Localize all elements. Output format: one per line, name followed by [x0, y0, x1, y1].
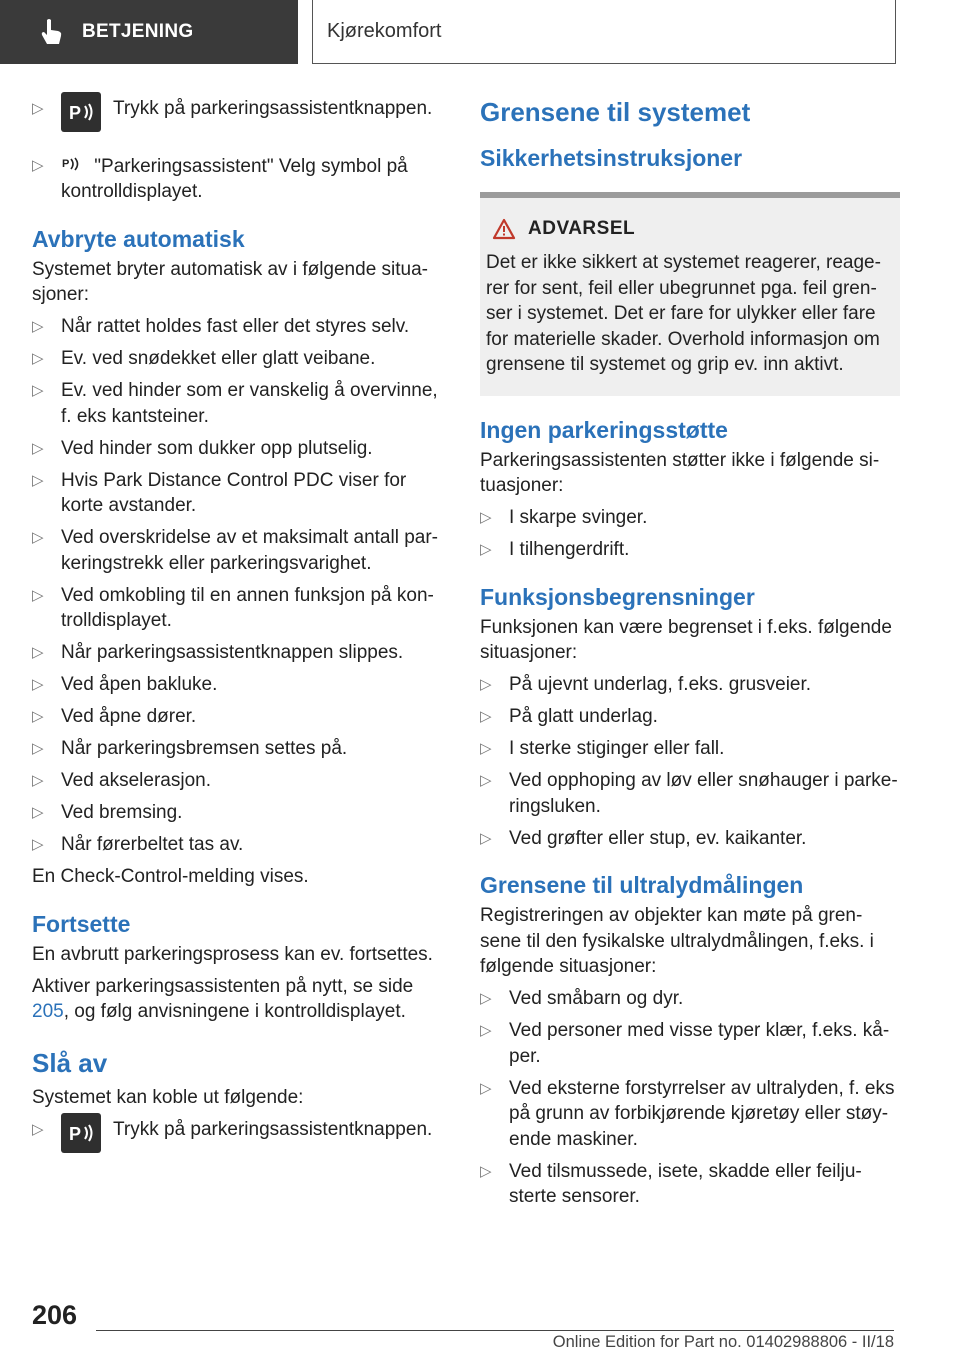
triangle-bullet-icon: ▷	[32, 1120, 44, 1138]
triangle-bullet-icon: ▷	[480, 1079, 492, 1097]
list-item	[32, 525, 450, 576]
paragraph: En Check-Control-melding vises.	[32, 866, 309, 887]
triangle-bullet-icon: ▷	[480, 541, 492, 558]
list-item	[480, 826, 900, 852]
list-item-text: Ved overskridelse av et maksimalt antall par-keringstrekk eller parkeringsvarighet.	[61, 527, 438, 574]
right-column	[480, 96, 900, 1216]
parking-assistant-button-icon	[61, 92, 101, 132]
heading-function-limits: Funksjonsbegrensninger	[480, 583, 755, 610]
function-limits-list	[480, 672, 900, 851]
section-tab	[0, 0, 298, 64]
paragraph: Funksjonen kan være begrenset i f.eks. følgende situasjoner:	[480, 616, 892, 663]
paragraph: Aktiver parkeringsassistenten på nytt, se side 205, og følg anvisningene i kontrolldisplayet.	[32, 975, 414, 1022]
chapter-tab	[312, 0, 896, 64]
list-item	[32, 640, 450, 666]
heading-system-limits: Grensene til systemet	[480, 97, 751, 127]
heading-off: Slå av	[32, 1047, 108, 1078]
list-item	[32, 96, 450, 146]
triangle-bullet-icon: ▷	[32, 439, 44, 457]
list-item	[480, 704, 900, 730]
warning-body: Det er ikke sikkert at systemet reagerer, reage-rer for sent, feil eller ubegrunnet pga. feil gren-ser i systemet. Det er fare for ulykker eller fare for materielle skader. Overhold informasjon om grensene til systemet og grip ev. inn aktivt.	[486, 252, 881, 375]
heading-ultrasound: Grensene til ultralydmålingen	[480, 872, 804, 898]
list-item-text: Ved eksterne forstyrrelser av ultralyden, f. eks på grunn av forbikjørende kjøretøy eller støy-ende maskiner.	[509, 1077, 895, 1150]
triangle-bullet-icon: ▷	[32, 708, 44, 725]
svg-text:P: P	[69, 1123, 82, 1144]
list-item-text: Trykk på parkeringsassistentknappen.	[113, 1118, 433, 1140]
list-item-text: I sterke stiginger eller fall.	[509, 738, 725, 759]
paragraph: Registreringen av objekter kan møte på gren-sene til den fysikalske ultralydmålingen, f.eks. i følgende situasjoner:	[480, 905, 874, 977]
no-support-list	[480, 505, 900, 563]
list-item	[480, 1018, 900, 1069]
ultrasound-list	[480, 986, 900, 1210]
triangle-bullet-icon: ▷	[480, 1022, 492, 1039]
list-item	[32, 583, 450, 634]
triangle-bullet-icon: ▷	[32, 804, 44, 821]
triangle-bullet-icon: ▷	[32, 676, 44, 693]
list-item-text: Når parkeringsbremsen settes på.	[61, 738, 348, 759]
list-item-text: Ved grøfter eller stup, ev. kaikanter.	[509, 827, 807, 849]
triangle-bullet-icon: ▷	[32, 644, 44, 661]
hand-pointer-icon	[38, 18, 64, 46]
list-item-text: Ev. ved snødekket eller glatt veibane.	[61, 348, 376, 369]
list-item-text: På glatt underlag.	[509, 706, 658, 727]
list-item	[32, 672, 450, 698]
triangle-bullet-icon: ▷	[32, 772, 44, 789]
list-item-text: Trykk på parkeringsassistentknappen.	[113, 98, 433, 119]
page-link[interactable]: 205	[32, 1001, 64, 1022]
list-item	[480, 1076, 900, 1153]
triangle-bullet-icon: ▷	[32, 471, 44, 489]
list-item-text: Når rattet holdes fast eller det styres selv.	[61, 316, 410, 337]
list-item	[32, 800, 450, 826]
triangle-bullet-icon: ▷	[480, 740, 492, 757]
triangle-bullet-icon: ▷	[480, 772, 492, 789]
list-item-text: Når førerbeltet tas av.	[61, 834, 244, 855]
svg-text:P: P	[62, 157, 70, 170]
chapter-label: Kjørekomfort	[327, 20, 442, 42]
list-item	[32, 153, 450, 205]
list-item-text: Ved hinder som dukker opp plutselig.	[61, 437, 373, 459]
triangle-bullet-icon: ▷	[32, 382, 44, 399]
warning-box	[480, 192, 900, 396]
paragraph: Systemet bryter automatisk av i følgende situa-sjoner:	[32, 258, 428, 305]
triangle-bullet-icon: ▷	[480, 1162, 492, 1180]
heading-no-support: Ingen parkeringsstøtte	[480, 416, 728, 443]
list-item-text: Ved akselerasjon.	[61, 770, 211, 791]
list-item-text: I tilhengerdrift.	[509, 539, 630, 560]
triangle-bullet-icon: ▷	[32, 318, 44, 335]
list-item	[480, 672, 900, 698]
list-item-text: Ved personer med visse typer klær, f.eks. kå-per.	[509, 1020, 890, 1067]
list-item-text: I skarpe svinger.	[509, 507, 648, 528]
triangle-bullet-icon: ▷	[32, 529, 44, 546]
list-item	[480, 537, 900, 563]
triangle-bullet-icon: ▷	[32, 740, 44, 757]
edition-text: Online Edition for Part no. 01402988806 - II/18	[552, 1333, 894, 1351]
list-item	[32, 832, 450, 858]
paragraph: Systemet kan koble ut følgende:	[32, 1086, 304, 1108]
heading-abort: Avbryte automatisk	[32, 225, 245, 252]
triangle-bullet-icon: ▷	[480, 829, 492, 847]
page-number: 206	[32, 1300, 78, 1330]
triangle-bullet-icon: ▷	[480, 509, 492, 526]
list-item-text: Ved åpne dører.	[61, 706, 197, 727]
section-label: BETJENING	[82, 21, 194, 42]
triangle-bullet-icon: ▷	[32, 836, 44, 853]
list-item	[32, 736, 450, 762]
list-item	[480, 736, 900, 762]
parking-assistant-symbol-icon	[61, 153, 83, 175]
list-item	[32, 314, 450, 340]
list-item	[480, 505, 900, 531]
triangle-bullet-icon: ▷	[32, 100, 44, 117]
heading-safety: Sikkerhetsinstruksjoner	[480, 145, 743, 171]
warning-title: ADVARSEL	[486, 218, 894, 240]
parking-assistant-button-icon	[61, 1113, 101, 1153]
heading-continue: Fortsette	[32, 910, 131, 937]
list-item-text: Når parkeringsassistentknappen slippes.	[61, 642, 404, 663]
list-item	[480, 986, 900, 1012]
list-item	[32, 468, 450, 519]
list-item-text: Ved omkobling til en annen funksjon på kon-trolldisplayet.	[61, 584, 434, 631]
footer-divider	[96, 1330, 894, 1331]
list-item-text: Ved småbarn og dyr.	[509, 988, 684, 1009]
paragraph: Parkeringsassistenten støtter ikke i følgende si-tuasjoner:	[480, 449, 880, 496]
triangle-bullet-icon: ▷	[480, 708, 492, 725]
triangle-bullet-icon: ▷	[32, 156, 44, 174]
triangle-bullet-icon: ▷	[480, 676, 492, 693]
list-item-text: På ujevnt underlag, f.eks. grusveier.	[509, 674, 812, 695]
list-item-text: Ev. ved hinder som er vanskelig å overvinne, f. eks kantsteiner.	[61, 380, 438, 427]
list-item-text: Ved tilsmussede, isete, skadde eller feilju-sterte sensorer.	[509, 1160, 862, 1207]
list-item	[480, 768, 900, 819]
paragraph: En avbrutt parkeringsprosess kan ev. fortsettes.	[32, 943, 433, 965]
list-item	[32, 436, 450, 462]
triangle-bullet-icon: ▷	[32, 350, 44, 367]
triangle-bullet-icon: ▷	[480, 990, 492, 1007]
list-item-text: Hvis Park Distance Control PDC viser for korte avstander.	[61, 469, 407, 516]
list-item-text: Ved åpen bakluke.	[61, 674, 218, 695]
list-item	[32, 1117, 450, 1167]
list-item-text: Ved bremsing.	[61, 802, 183, 823]
svg-text:P: P	[69, 103, 82, 123]
list-item	[32, 346, 450, 372]
abort-list	[32, 314, 450, 858]
list-item-text: Ved opphoping av løv eller snøhauger i parke-ringsluken.	[509, 770, 898, 817]
list-item	[32, 704, 450, 730]
triangle-bullet-icon: ▷	[32, 586, 44, 604]
left-column	[32, 96, 450, 1173]
list-item-text: "Parkeringsassistent" Velg symbol på kontrolldisplayet.	[61, 155, 408, 202]
list-item	[32, 378, 450, 429]
list-item	[32, 768, 450, 794]
list-item	[480, 1159, 900, 1210]
warning-triangle-icon	[492, 218, 516, 240]
